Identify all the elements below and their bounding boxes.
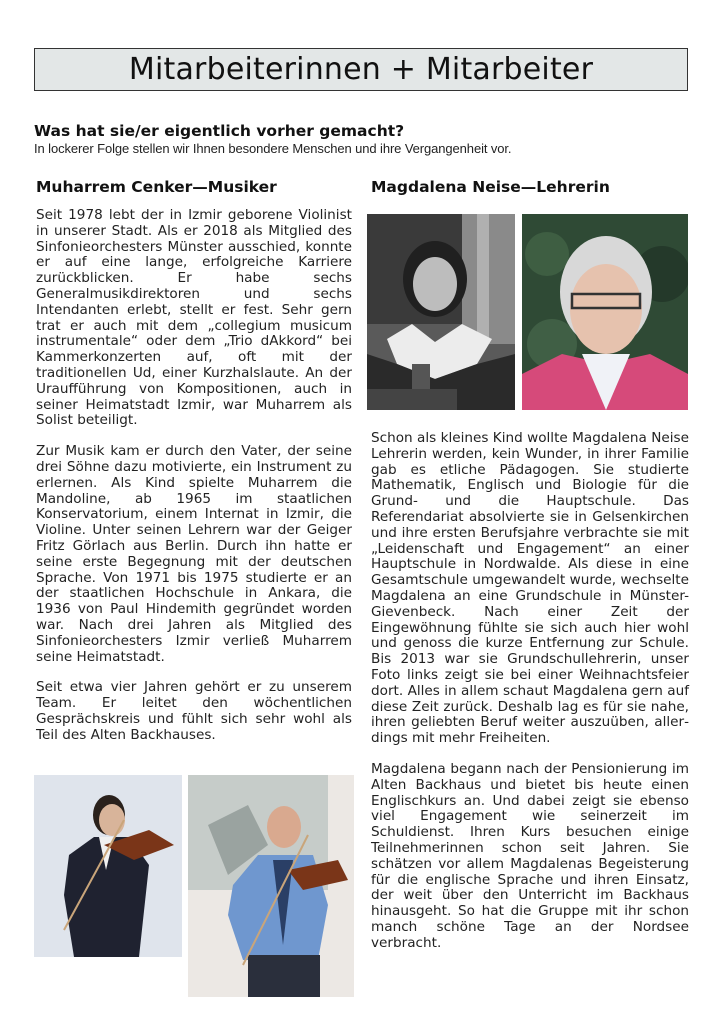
photo-muharrem-young	[34, 775, 182, 957]
profile-paragraph: Seit etwa vier Jahren gehört er zu unserem Team. Er leitet den wöchentlichen Gesprächskreis und fühlt sich sehr wohl als Teil des Alten Backhauses.	[36, 679, 352, 743]
profile-heading: Muharrem Cenker—Musiker	[36, 178, 277, 196]
profile-paragraph: Schon als kleines Kind wollte Magdalena Neise Lehrerin werden, kein Wunder, in ihrer Familie gab es etliche Pädagogen. Sie studierte Mathematik, Englisch und Biologie für die Grund- und die Hauptschule. Das Referendariat absolvierte sie in Gelsenkirchen und ihre ersten Berufsjahre verbrachte sie mit „Leidenschaft und Engagement“ an einer Hauptschule in Nordwalde. Als diese in eine Gesamtschule umgewandelt wurde, wechselte Magdalena an eine Grundschule in Münster-Gievenbeck. Nach einer Zeit der Eingewöhnung fühlte sie sich auch hier wohl und genoss die kurze Entfernung zur Schule. Bis 2013 war sie Grundschullehrerin, unser Foto links zeigt sie bei einer Weihnachtsfeier dort. Alles in allem schaut Magdalena gern auf diese Zeit zurück. Deshalb lag es für sie nahe, ihren geliebten Beruf weiter auszuüben, allerdings mit mehr Freiheiten.	[371, 430, 689, 747]
profile-magdalena-text	[371, 431, 689, 967]
profile-magdalena	[371, 178, 689, 208]
photo-magdalena-portrait	[522, 214, 688, 410]
section-subtitle: Was hat sie/er eigentlich vorher gemacht?	[34, 122, 405, 140]
profile-heading: Magdalena Neise—Lehrerin	[371, 178, 610, 196]
intro-text: In lockerer Folge stellen wir Ihnen besondere Menschen und ihre Vergangenheit vor.	[34, 141, 512, 156]
photo-muharrem-recent	[188, 775, 354, 997]
page-title: Mitarbeiterinnen + Mitarbeiter	[128, 52, 594, 87]
photo-magdalena-christmas	[367, 214, 515, 410]
profile-muharrem	[36, 178, 352, 759]
profile-paragraph: Seit 1978 lebt der in Izmir geborene Violinist in unserer Stadt. Als er 2018 als Mitglied des Sinfonieorchesters Münster ausschied, konnte er auf eine lange, erfolgreiche Karriere zurückblicken. Er habe sechs Generalmusikdirektoren und sechs Intendanten erlebt, stellt er fest. Sehr gern trat er auch mit dem „collegium musicum instrumentale“ oder dem „Trio dAkkord“ bei Kammerkonzerten auf, oft mit der traditionellen Ud, einer Kurzhalslaute. An der Uraufführung von Kompositionen, auch in seiner Heimatstadt Izmir, war Muharrem als Solist beteiligt.	[36, 207, 352, 429]
profile-paragraph: Zur Musik kam er durch den Vater, der seine drei Söhne dazu motivierte, ein Instrument zu erlernen. Als Kind spielte Muharrem die Mandoline, ab 1965 im staatlichen Konservatorium, einem Internat in Izmir, die Violine. Unter seinen Lehrern war der Geiger Fritz Görlach aus Berlin. Durch ihn hatte er seine erste Begegnung mit der deutschen Sprache. Von 1971 bis 1975 studierte er an der staatlichen Hochschule in Ankara, die 1936 von Paul Hindemith gegründet worden war. Nach drei Jahren als Mitglied des Sinfonieorchesters Izmir verließ Muharrem seine Heimatstadt.	[36, 443, 352, 665]
page-title-box	[34, 48, 688, 91]
profile-paragraph: Magdalena begann nach der Pensionierung im Alten Backhaus und bietet bis heute einen Englischkurs an. Und dabei zeigt sie ebenso viel Engagement wie seinerzeit im Schuldienst. Ihren Kurs besuchen einige Teilnehmerinnen schon seit Jahren. Sie schätzen vor allem Magdalenas Begeisterung für die englische Sprache und ihren Einsatz, der weit über den Unterricht im Backhaus hinausgeht. So hat die Gruppe mit ihr schon manch schöne Tage an der Nordsee verbracht.	[371, 760, 689, 951]
